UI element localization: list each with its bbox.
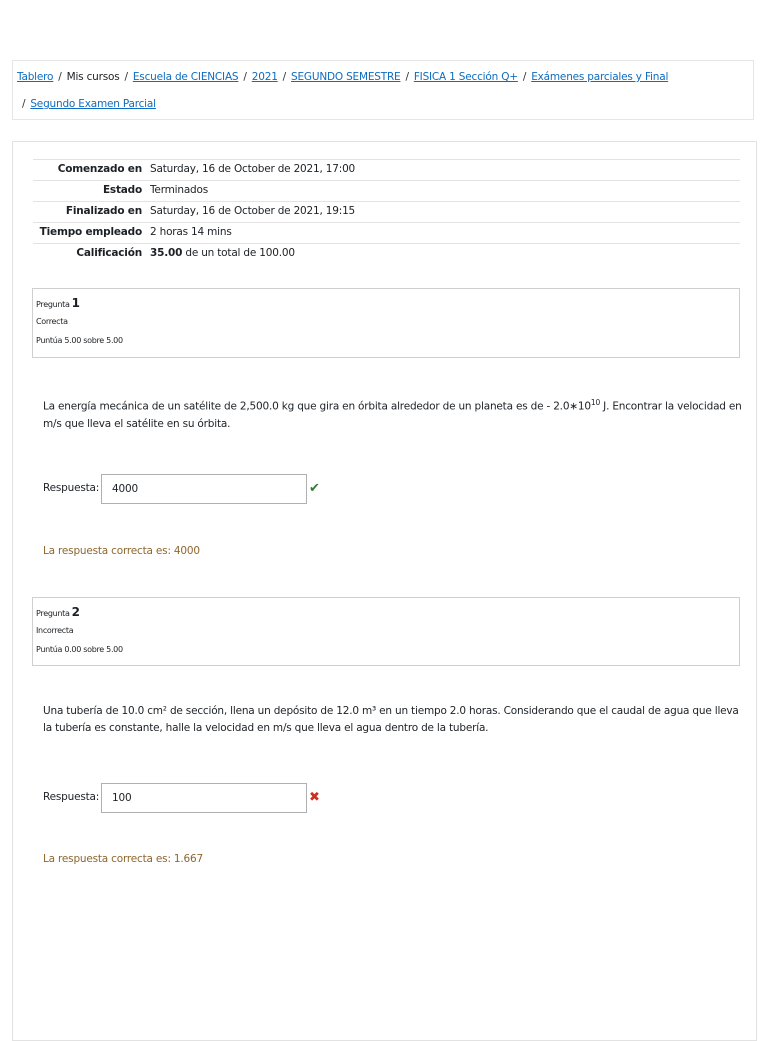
breadcrumb-separator: / [243,71,247,83]
breadcrumb-separator: / [58,71,62,83]
question-2-correct-answer: La respuesta correcta es: 1.667 [43,853,203,865]
breadcrumb-link-exams[interactable]: Exámenes parciales y Final [531,71,669,83]
breadcrumb-item-mis-cursos: Mis cursos [66,71,120,83]
breadcrumb-link-quiz[interactable]: Segundo Examen Parcial [30,98,156,110]
answer-input[interactable]: 4000 [101,474,307,504]
answer-label: Respuesta: [43,482,100,494]
breadcrumb-link-course[interactable]: FISICA 1 Sección Q+ [413,71,518,83]
grade-score: 35.00 [150,247,183,259]
question-number-value: 1 [71,296,80,310]
summary-row-time [33,223,740,244]
breadcrumb-separator: / [405,71,409,83]
question-text-part: J. Encontrar la velocidad en m/s que lleva el satélite en su órbita. [43,400,742,430]
summary-label: Calificación [33,244,146,265]
summary-value: Saturday, 16 de October de 2021, 17:00 [146,160,740,181]
attempt-summary-table [33,159,740,264]
question-text-exponent: 10 [590,398,601,407]
cross-icon: ✖ [309,790,320,805]
question-text-part: La energía mecánica de un satélite de 2,500.0 kg que gira en órbita alrededor de un planeta es de - 2.0∗10 [43,400,591,413]
question-1-text [43,394,743,433]
summary-label: Comenzado en [33,160,146,181]
question-number [36,605,80,619]
question-grade: Puntúa 5.00 sobre 5.00 [36,336,123,345]
breadcrumb-separator: / [522,71,527,83]
breadcrumb-separator: / [124,71,128,83]
breadcrumb-link-tablero[interactable]: Tablero [17,71,54,83]
answer-input[interactable]: 100 [101,783,307,813]
question-2-info [32,597,740,666]
grade-total: de un total de 100.00 [182,247,295,259]
summary-row-grade [33,244,740,265]
quiz-review-panel [12,141,757,1041]
question-state: Incorrecta [36,626,74,635]
breadcrumb-separator: / [282,71,287,83]
summary-label: Estado [33,181,146,202]
question-1-info [32,288,740,358]
summary-value: Saturday, 16 de October de 2021, 19:15 [146,202,740,223]
summary-row-finished [33,202,740,223]
question-prefix: Pregunta [36,300,70,309]
answer-label: Respuesta: [43,791,100,803]
question-2-text: Una tubería de 10.0 cm² de sección, llena un depósito de 12.0 m³ en un tiempo 2.0 horas. Considerando que el caudal de agua que lleva la tubería es constante, halle la velocidad en m/s que lleva el agua dentro de la tubería. [43,705,739,734]
summary-row-started [33,160,740,181]
summary-row-state [33,181,740,202]
question-number [36,296,80,310]
summary-value [146,244,740,265]
check-icon: ✔ [309,481,320,496]
breadcrumb-link-year[interactable]: 2021 [251,71,278,83]
breadcrumb-link-semester[interactable]: SEGUNDO SEMESTRE [291,71,401,83]
summary-value: 2 horas 14 mins [146,223,740,244]
question-1-correct-answer: La respuesta correcta es: 4000 [43,545,200,557]
summary-value: Terminados [146,181,740,202]
question-prefix: Pregunta [36,609,70,618]
summary-label: Tiempo empleado [33,223,146,244]
question-number-value: 2 [71,605,80,619]
breadcrumb-line-1 [17,70,668,84]
breadcrumb [12,60,754,120]
question-grade: Puntúa 0.00 sobre 5.00 [36,645,123,654]
breadcrumb-line-2 [22,97,156,111]
summary-label: Finalizado en [33,202,146,223]
breadcrumb-link-escuela[interactable]: Escuela de CIENCIAS [132,71,239,83]
breadcrumb-separator: / [22,98,26,110]
question-state: Correcta [36,317,68,326]
